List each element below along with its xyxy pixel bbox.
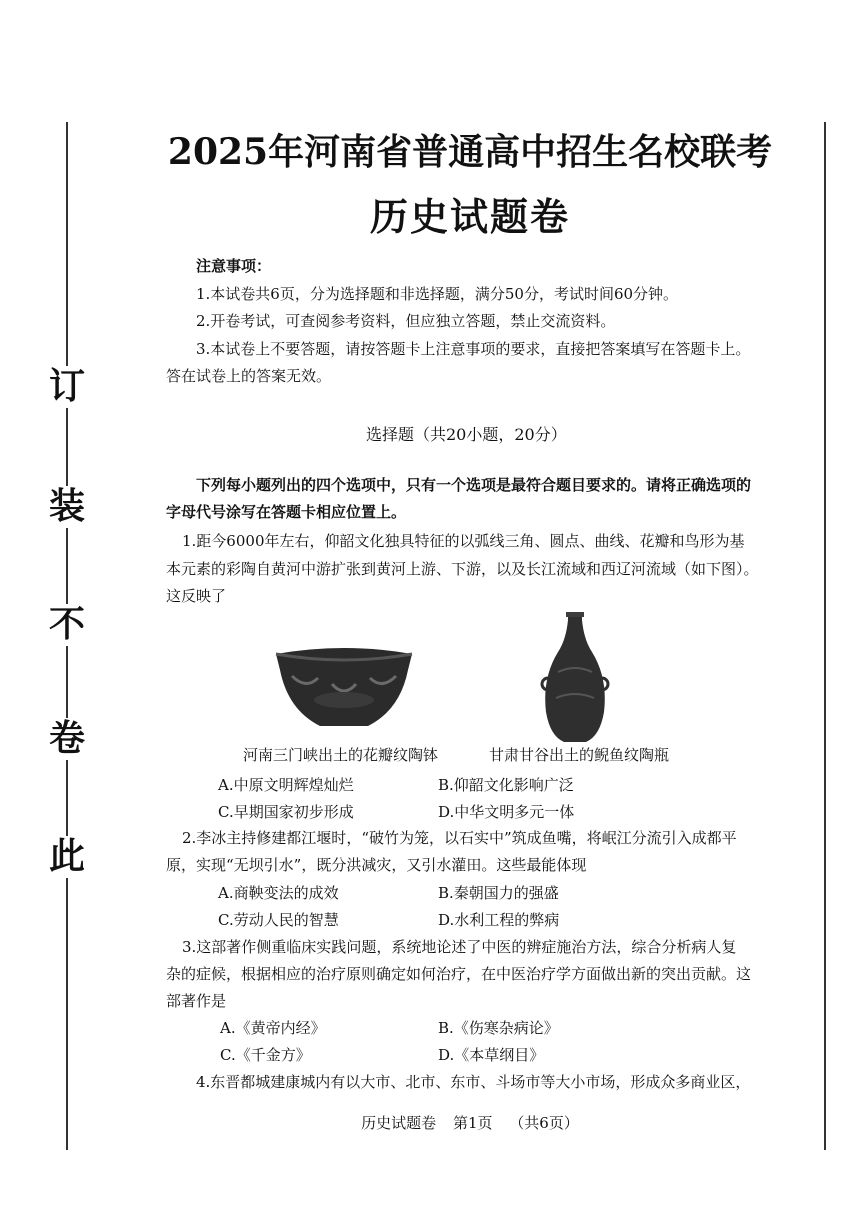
question-2-text: 原，实现“无坝引水”，既分洪减灾，又引水灌田。这些最能体现 [166,856,587,874]
footer-page-number: 第1页 [452,1114,493,1132]
footer-exam-name: 历史试题卷 [361,1114,437,1132]
notice-heading: 注意事项： [196,257,272,275]
question-4-text: 4.东晋都城建康城内有以大市、北市、东市、斗场市等大小市场，形成众多商业区， [196,1073,751,1091]
exam-subtitle: 历史试题卷 [369,194,570,239]
section-instructions-cont: 字母代号涂写在答题卡相应位置上。 [166,503,407,521]
page-footer [100,1112,840,1134]
option-d: D.中华文明多元一体 [438,803,575,821]
pottery-bottle-image [538,612,612,744]
option-c: C.早期国家初步形成 [218,803,354,821]
option-c: C.劳动人民的智慧 [218,911,339,929]
question-1-text: 本元素的彩陶自黄河中游扩张到黄河上游、下游，以及长江流域和西辽河流域（如下图）。 [166,560,759,578]
question-1-text: 这反映了 [166,587,227,605]
option-d: D.水利工程的弊病 [438,911,560,929]
binding-char: 装 [46,486,88,528]
question-1-text: 1.距今6000年左右，仰韶文化独具特征的以弧线三角、圆点、曲线、花瓣和鸟形为基 [182,532,745,550]
binding-char: 订 [46,366,88,408]
option-a: A.商鞅变法的成效 [218,884,339,902]
section-instructions: 下列每小题列出的四个选项中，只有一个选项是最符合题目要求的。请将正确选项的 [196,476,752,494]
exam-title: 2025年河南省普通高中招生名校联考 [167,131,773,173]
option-a: A.《黄帝内经》 [220,1019,326,1037]
footer-page-total: （共6页） [509,1114,579,1132]
section-heading: 选择题（共20小题，20分） [366,425,567,444]
pottery-bowl-image [272,640,416,736]
option-b: B.《伤寒杂病论》 [438,1019,559,1037]
question-3-text: 部著作是 [166,992,227,1010]
notice-item: 2.开卷考试，可查阅参考资料，但应独立答题，禁止交流资料。 [196,312,616,330]
option-a: A.中原文明辉煌灿烂 [218,776,354,794]
question-3-text: 3.这部著作侧重临床实践问题，系统地论述了中医的辨症施治方法，综合分析病人复 [182,938,737,956]
image-caption-left: 河南三门峡出土的花瓣纹陶钵 [243,746,439,764]
option-b: B.秦朝国力的强盛 [438,884,559,902]
binding-char: 卷 [46,718,88,760]
binding-char: 此 [46,836,88,878]
option-b: B.仰韶文化影响广泛 [438,776,574,794]
image-caption-right: 甘肃甘谷出土的鲵鱼纹陶瓶 [489,746,670,764]
notice-item-cont: 答在试卷上的答案无效。 [166,367,332,385]
option-c: C.《千金方》 [220,1046,311,1064]
notice-item: 1.本试卷共6页，分为选择题和非选择题，满分50分，考试时间60分钟。 [196,285,679,303]
question-3-text: 杂的症候，根据相应的治疗原则确定如何治疗，在中医治疗学方面做出新的突出贡献。这 [166,965,752,983]
margin-line [824,122,826,1150]
notice-item: 3.本试卷上不要答题，请按答题卡上注意事项的要求，直接把答案填写在答题卡上。 [196,340,751,358]
binding-char: 不 [46,604,88,646]
question-2-text: 2.李冰主持修建都江堰时，“破竹为笼，以石实中”筑成鱼嘴，将岷江分流引入成都平 [182,829,737,847]
option-d: D.《本草纲目》 [438,1046,545,1064]
